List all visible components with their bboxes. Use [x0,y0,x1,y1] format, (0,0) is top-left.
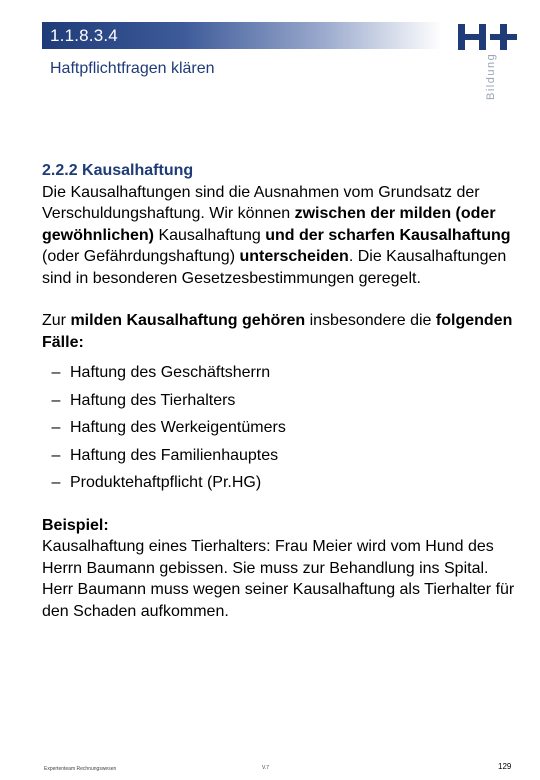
dash-bullet: – [51,364,61,381]
list-item [42,469,517,497]
list-item-label: Haftung des Familienhauptes [70,446,279,464]
bold-text: unterscheiden [239,248,349,265]
hplus-logo-icon [458,22,518,52]
section-number: 1.1.8.3.4 [50,26,118,45]
logo-wordmark: Bildung [485,52,497,100]
dash-bullet: – [51,474,61,491]
text: (oder Gefährdungshaftung) [42,248,240,265]
text: . Die Kausalhaftungen sind in besonderen Gesetzesbestimmungen geregelt. [42,248,507,287]
document-body [42,160,517,622]
bold-text: folgenden Fälle: [42,312,513,351]
paragraph-milde-kausalhaftung [42,310,517,353]
bold-text: Beispiel: [42,516,109,534]
bold-text: milden Kausalhaftung gehören [70,312,306,329]
text: insbesondere die [305,312,436,329]
bold-text: zwischen der milden (oder gewöhnlichen) [42,205,496,244]
footer-version: V.7 [262,765,270,771]
list-item-label: Haftung des Geschäftsherrn [70,364,271,381]
dash-bullet: – [51,419,61,436]
section-title: Haftpflichtfragen klären [50,60,215,77]
list-item [42,387,517,415]
example-text: Kausalhaftung eines Tierhalters: Frau Meier wird vom Hund des Herrn Baumann gebissen. Sie muss zur Behandlung ins Spital. Herr Baumann muss wegen seiner Kausalhaftung als Tierhalter für den Schaden aufkommen. [42,538,515,620]
list-item-label: Produktehaftpflicht (Pr.HG) [70,474,262,491]
dash-bullet: – [51,446,61,464]
paragraph-kausalhaftung [42,182,517,290]
dash-bullet: – [51,391,61,409]
list-item [42,359,517,387]
bold-text: und der scharfen Kausalhaftung [265,226,511,244]
text: Zur [42,312,71,329]
page-number: 129 [498,762,512,771]
text: Kausalhaftung [154,226,266,244]
cases-list [42,359,517,497]
example-label [42,515,517,537]
section-heading: 2.2.2 Kausalhaftung [42,162,194,179]
list-item [42,414,517,442]
list-item [42,442,517,470]
text: Die Kausalhaftungen sind die Ausnahmen vom Grundsatz der Verschuldungshaftung. Wir können [42,183,480,222]
list-item-label: Haftung des Werkeigentümers [70,419,286,436]
list-item-label: Haftung des Tierhalters [70,391,236,409]
footer-author: Expertenteam Rechnungswesen [44,766,117,772]
